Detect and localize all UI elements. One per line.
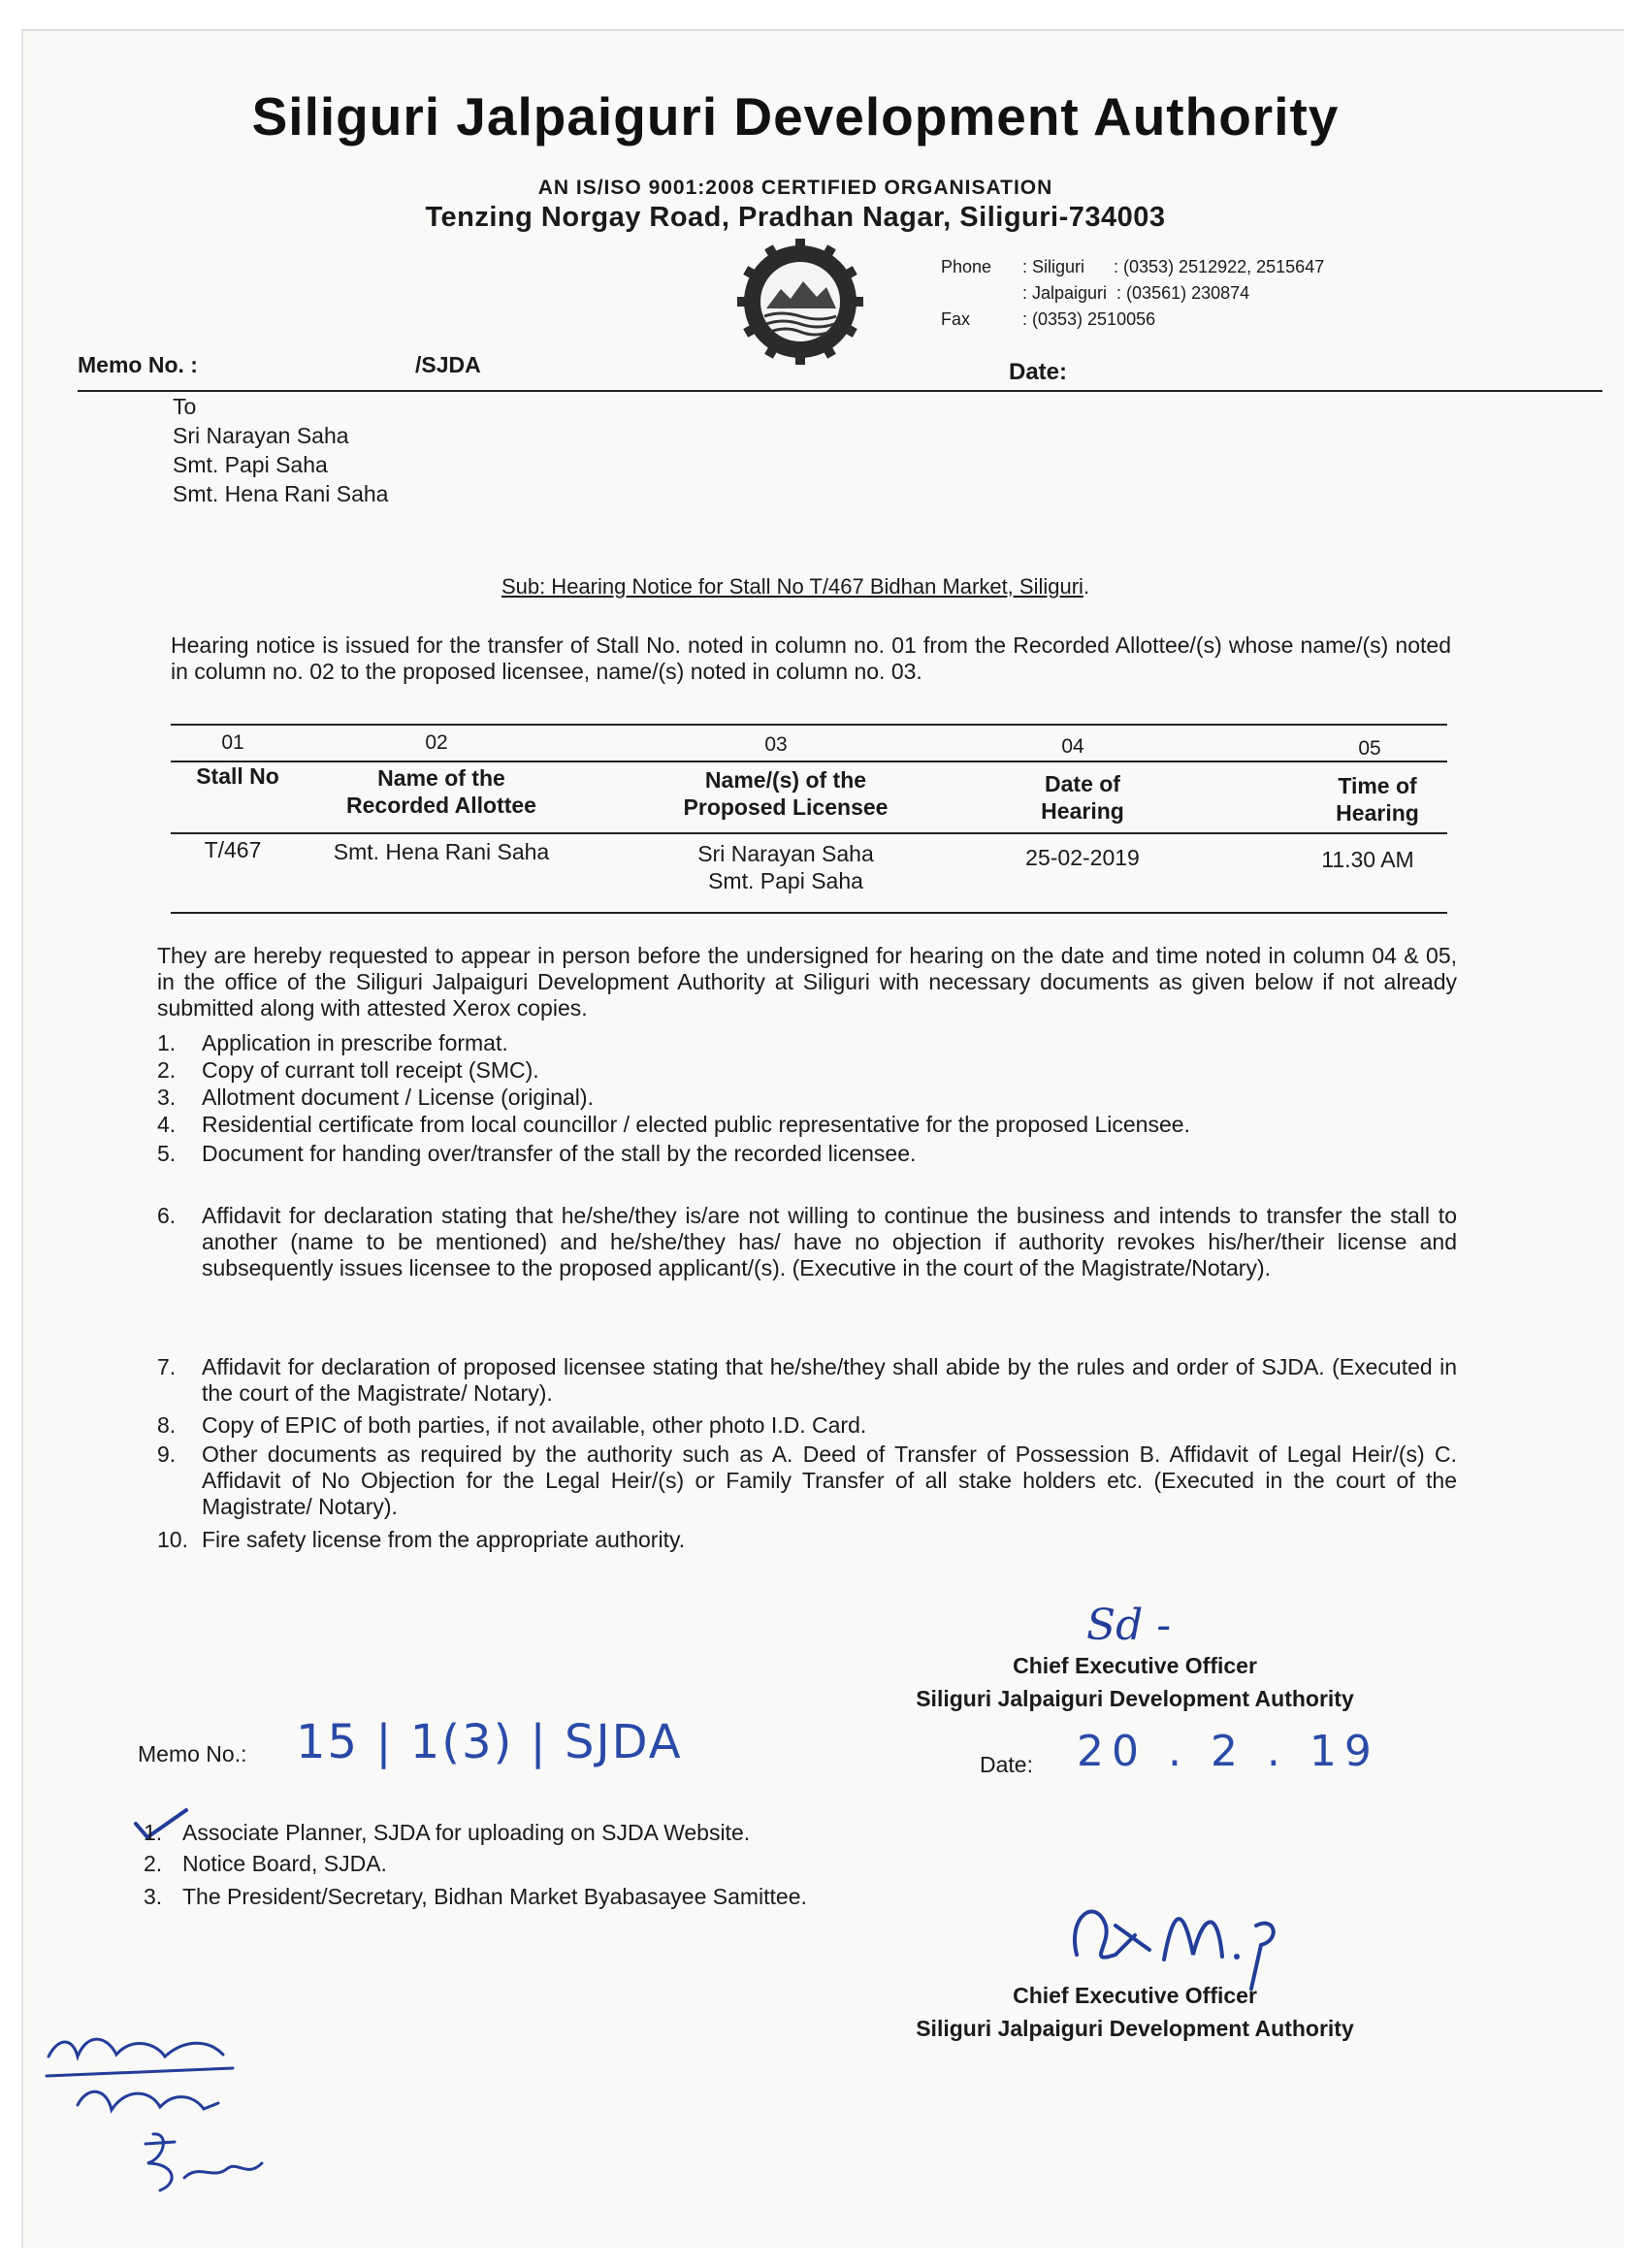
copy-date-value: 20 . 2 . 19 <box>1077 1727 1379 1776</box>
sjda-seal-icon <box>737 239 863 365</box>
addressee-to: To <box>173 394 197 419</box>
signature-block-1 <box>854 1649 1416 1715</box>
request-paragraph: They are hereby requested to appear in person before the undersigned for hearing on the date and time noted in column 04 & 05, in the office of the Siliguri Jalpaiguri Development Authority at Siliguri with necessary documents as given below if not already submitted along with attested Xerox copies. <box>157 943 1457 1021</box>
copy-memo-label: Memo No.: <box>138 1741 247 1766</box>
handwritten-signature-icon <box>1057 1887 1290 1993</box>
column-number: 03 <box>764 733 788 756</box>
requirement-item: 10. Fire safety license from the appropriate authority. <box>157 1527 686 1552</box>
copy-to-item: 3. The President/Secretary, Bidhan Market Byabasayee Samittee. <box>144 1884 807 1909</box>
requirement-item: 1. Application in prescribe format. <box>157 1030 508 1055</box>
requirement-item: 2. Copy of currant toll receipt (SMC). <box>157 1057 539 1083</box>
requirement-item: 7. Affidavit for declaration of proposed licensee stating that he/she/they shall abide by the rules and order of SJDA. (Executed in the court of the Magistrate/ Notary). <box>157 1354 1457 1406</box>
header-hearing-date: Date of Hearing <box>1041 771 1124 824</box>
cell-licensees: Sri Narayan Saha Smt. Papi Saha <box>697 841 874 893</box>
table-rule <box>171 912 1447 914</box>
cell-hearing-date: 25-02-2019 <box>1025 845 1140 870</box>
contact-details <box>941 254 1324 333</box>
signatory-organisation: Siliguri Jalpaiguri Development Authority <box>916 1686 1354 1711</box>
memo-number-suffix: /SJDA <box>415 352 481 377</box>
contact-line: : Jalpaiguri : (03561) 230874 <box>1022 283 1250 303</box>
intro-paragraph: Hearing notice is issued for the transfer of Stall No. noted in column no. 01 from the Recorded Allottee/(s) whose name/(s) noted in column no. 02 to the proposed licensee, name/(s) noted in column no. 03. <box>171 632 1451 684</box>
header-proposed-licensee: Name/(s) of the Proposed Licensee <box>683 767 889 820</box>
requirement-item: 9. Other documents as required by the authority such as A. Deed of Transfer of Possession B. Affidavit of Legal Heir/(s) C. Affidavit of No Objection for the Legal Heir/(s) or Family Transfer of all stake holders etc. (Executed in the court of the Magistrate/ Notary). <box>157 1442 1457 1519</box>
header-stall-no: Stall No <box>196 763 279 789</box>
copy-to-item: 1. Associate Planner, SJDA for uploading on SJDA Website. <box>144 1820 751 1845</box>
organisation-title: Siliguri Jalpaiguri Development Authority <box>251 86 1340 146</box>
copy-memo-number: 15 | 1(3) | SJDA <box>296 1715 683 1769</box>
header-recorded-allottee: Name of the Recorded Allottee <box>346 765 536 818</box>
table-rule <box>171 724 1447 726</box>
contact-line: Phone : Siliguri : (0353) 2512922, 2515647 <box>941 257 1325 276</box>
cell-stall-no: T/467 <box>204 837 262 862</box>
copy-date-label: Date: <box>980 1752 1033 1777</box>
organisation-address: Tenzing Norgay Road, Pradhan Nagar, Siliguri-734003 <box>425 202 1166 233</box>
signatory-designation: Chief Executive Officer <box>1013 1983 1257 2008</box>
requirement-item: 4. Residential certificate from local councillor / elected public representative for the proposed Licensee. <box>157 1112 1190 1137</box>
addressee-block <box>173 392 388 508</box>
signature-block-2 <box>854 1979 1416 2045</box>
column-number: 04 <box>1061 735 1084 758</box>
certification-line: AN IS/ISO 9001:2008 CERTIFIED ORGANISATION <box>537 177 1053 199</box>
column-number: 01 <box>221 731 244 754</box>
cell-allottee: Smt. Hena Rani Saha <box>333 839 550 864</box>
cell-hearing-time: 11.30 AM <box>1321 847 1414 872</box>
subject-line: Sub: Hearing Notice for Stall No T/467 Bidhan Market, Siliguri. <box>501 574 1090 599</box>
date-label: Date: <box>1009 359 1068 385</box>
handwritten-note-icon <box>39 2018 291 2212</box>
requirement-item: 3. Allotment document / License (original). <box>157 1085 594 1110</box>
column-number: 05 <box>1358 737 1381 760</box>
signatory-organisation: Siliguri Jalpaiguri Development Authority <box>916 2016 1354 2041</box>
requirement-item: 5. Document for handing over/transfer of the stall by the recorded licensee. <box>157 1141 917 1166</box>
copy-to-item: 2. Notice Board, SJDA. <box>144 1851 387 1876</box>
signatory-designation: Chief Executive Officer <box>1013 1653 1257 1678</box>
addressee-name: Smt. Hena Rani Saha <box>173 481 389 506</box>
contact-line: Fax : (0353) 2510056 <box>941 309 1156 329</box>
column-number: 02 <box>425 731 448 754</box>
header-hearing-time: Time of Hearing <box>1336 773 1419 826</box>
addressee-name: Smt. Papi Saha <box>173 452 328 477</box>
signature-mark: Sd - <box>1086 1601 1172 1650</box>
memo-number-label: Memo No. : <box>78 352 198 377</box>
addressee-name: Sri Narayan Saha <box>173 423 349 448</box>
table-rule <box>171 761 1447 762</box>
table-rule <box>171 832 1447 834</box>
requirement-item: 6. Affidavit for declaration stating that he/she/they is/are not willing to continue the business and intends to transfer the stall to another (name to be mentioned) and he/she/they has/ have no objection if authority revokes his/her/their license and subsequently issues licensee to the proposed applicant/(s). (Executive in the court of the Magistrate/Notary). <box>157 1203 1457 1280</box>
requirement-item: 8. Copy of EPIC of both parties, if not available, other photo I.D. Card. <box>157 1412 867 1438</box>
